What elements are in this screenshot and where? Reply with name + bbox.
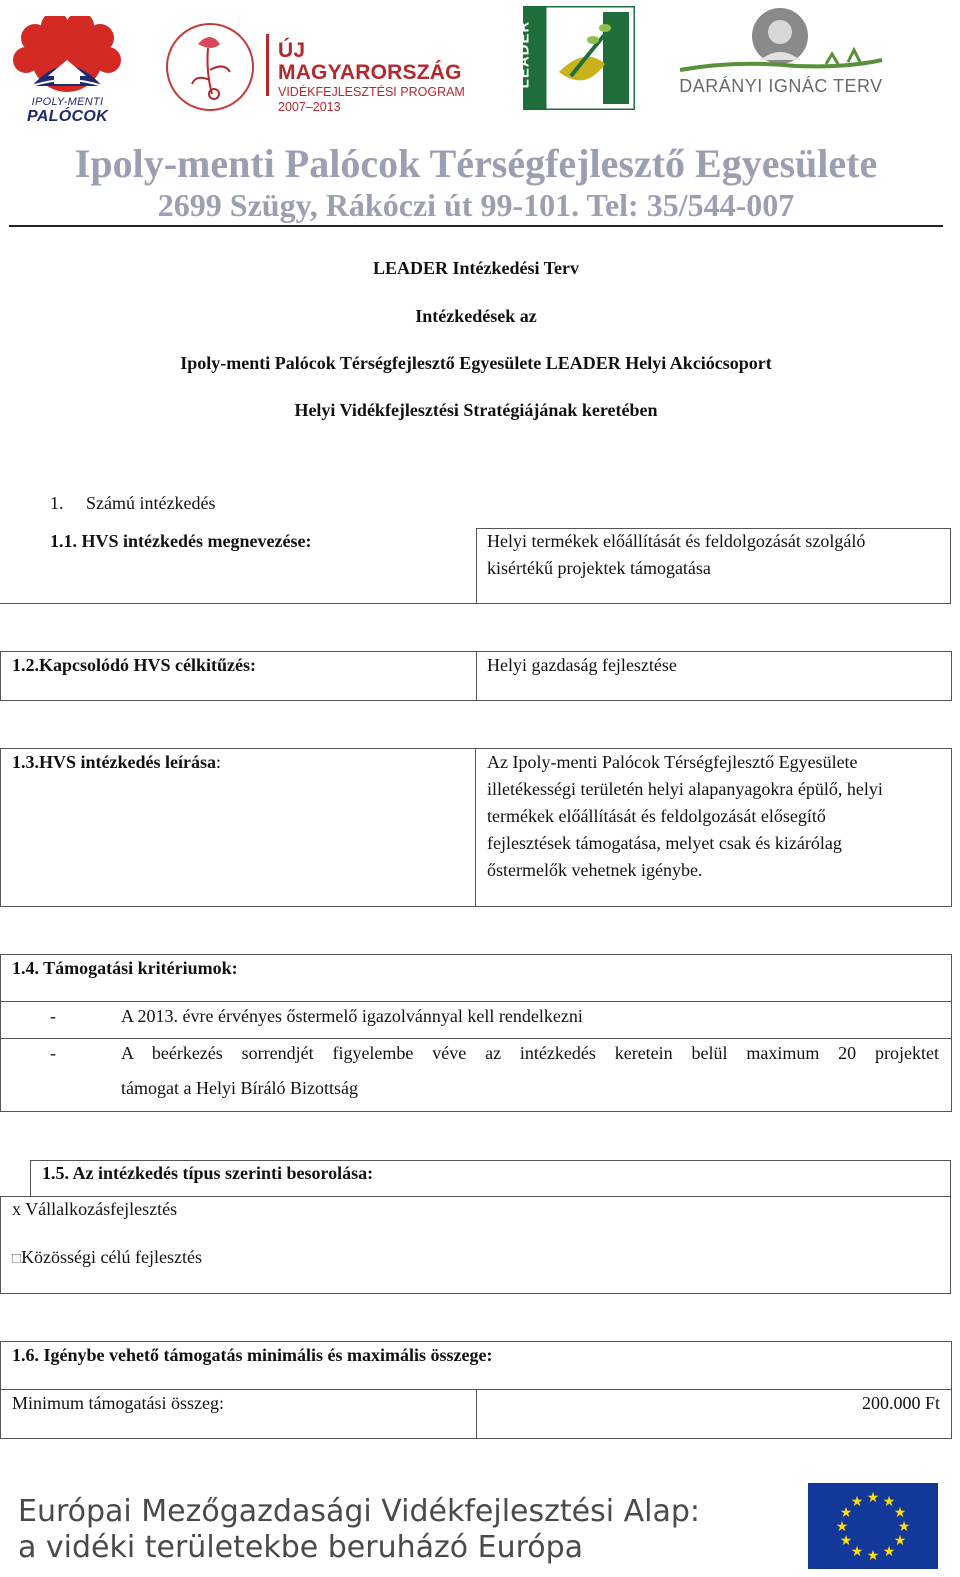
measure-number: 1. [50,493,64,513]
svg-text:★: ★ [882,1494,896,1510]
svg-text:★: ★ [882,1544,896,1560]
s15-option1-checkmark: x [12,1199,21,1219]
ipoly-menti-palocok-logo [10,16,125,128]
s15-option-business [12,1196,177,1223]
svg-text:★: ★ [893,1505,907,1521]
s15-bottom-border [0,1293,951,1294]
svg-text:★: ★ [839,1505,853,1521]
s15-left-border [0,1196,1,1294]
svg-text:★: ★ [835,1519,849,1535]
s14-row-sep1 [0,1001,951,1002]
s15-option2-checkbox-icon: □ [12,1251,22,1267]
s15-label: 1.5. Az intézkedés típus szerinti besorolása: [42,1163,374,1183]
s14-item2-dash: - [50,1043,56,1063]
s14-label: 1.4. Támogatási kritériumok: [12,958,238,978]
eu-stars-icon [808,1483,938,1569]
svg-text:★: ★ [893,1533,907,1549]
uj-magyarorszag-logo [160,22,480,112]
organization-address: 2699 Szügy, Rákóczi út 99-101. Tel: 35/544-007 [157,187,795,223]
s13-line4: fejlesztések támogatása, melyet csak és kizárólag [487,833,842,853]
eu-flag-logo [808,1483,938,1569]
s16-divider [476,1389,477,1439]
s14-item2-line2: támogat a Helyi Bíráló Bizottság [121,1078,358,1098]
um-years: 2007–2013 [278,100,341,114]
daranyi-ignac-terv-logo [676,4,906,104]
um-title: ÚJ MAGYARORSZÁG [278,39,462,84]
s13-label [12,749,221,776]
s15-left-stub [30,1160,31,1196]
s15-option2-text: Közösségi célú fejlesztés [21,1247,202,1267]
s13-line3: termékek előállítását és feldolgozását elősegítő [487,806,826,826]
daranyi-portrait-icon [676,4,886,76]
s11-label: 1.1. HVS intézkedés megnevezése: [50,531,312,551]
s11-value-line2: kisértékű projektek támogatása [487,558,711,578]
palocok-emblem-icon [10,16,125,98]
doc-title-line1: LEADER Intézkedési Terv [372,258,579,278]
um-subtitle: VIDÉKFEJLESZTÉSI PROGRAM [278,85,465,99]
s11-divider [476,528,477,604]
s13-line2: illetékességi területén helyi alapanyagokra épülő, helyi [487,779,883,799]
leader-word: LEADER [515,20,533,89]
s13-line1: Az Ipoly-menti Palócok Térségfejlesztő Egyesülete [487,752,858,772]
s14-item2-line1: A beérkezés sorrendjét figyelembe véve az intézkedés keretein belül maximum 20 projektet [121,1043,939,1063]
doc-title-line2: Intézkedések az [415,306,537,326]
s16-min-label: Minimum támogatási összeg: [12,1393,224,1413]
s11-right-border [950,528,951,604]
s12-divider [476,651,477,701]
svg-text:★: ★ [850,1544,864,1560]
svg-text:★: ★ [850,1494,864,1510]
s15-option1-text: Vállalkozásfejlesztés [25,1199,178,1219]
svg-text:★: ★ [839,1533,853,1549]
leader-logo [515,6,635,110]
s11-value-line1: Helyi termékek előállítását és feldolgozását szolgáló [487,531,866,551]
s16-label: 1.6. Igénybe vehető támogatás minimális és maximális összege: [12,1345,493,1365]
um-text-block [278,40,480,115]
s14-row-sep2 [0,1038,951,1039]
svg-text:★: ★ [866,1490,880,1506]
s14-item1-text: A 2013. évre érvényes őstermelő igazolvánnyal kell rendelkezni [121,1006,583,1026]
s12-label: 1.2.Kapcsolódó HVS célkitűzés: [12,655,257,675]
leader-word-band [515,6,545,110]
s15-option-community [12,1244,202,1273]
s16-min-value: 200.000 Ft [861,1393,940,1413]
s13-label-colon: : [216,752,222,772]
rose-emblem-icon [160,22,270,112]
footer-line1: Európai Mezőgazdasági Vidékfejlesztési Alap: [18,1494,700,1529]
doc-title-line4: Helyi Vidékfejlesztési Stratégiájának keretében [294,400,658,420]
s13-label-bold: 1.3.HVS intézkedés leírása [12,752,216,772]
doc-title-line3: Ipoly-menti Palócok Térségfejlesztő Egyesülete LEADER Helyi Akciócsoport [180,353,772,373]
palocok-caption-line1: IPOLY-MENTI [31,96,104,108]
leader-plant-icon [545,6,635,110]
header-divider [9,225,943,227]
footer-line2: a vidéki területekbe beruházó Európa [18,1530,584,1565]
s12-value: Helyi gazdaság fejlesztése [487,655,677,675]
palocok-caption-line2: PALÓCOK [27,108,108,125]
s13-divider [475,748,476,907]
s14-item1-dash: - [50,1006,56,1026]
svg-text:★: ★ [897,1519,911,1535]
s13-line5: őstermelők vehetnek igénybe. [487,860,703,880]
um-divider [266,34,269,96]
measure-label: Számú intézkedés [86,493,216,513]
s15-right-border [950,1160,951,1294]
daranyi-label: DARÁNYI IGNÁC TERV [679,76,883,96]
organization-name: Ipoly-menti Palócok Térségfejlesztő Egyesülete [74,141,878,186]
svg-text:★: ★ [866,1548,880,1564]
